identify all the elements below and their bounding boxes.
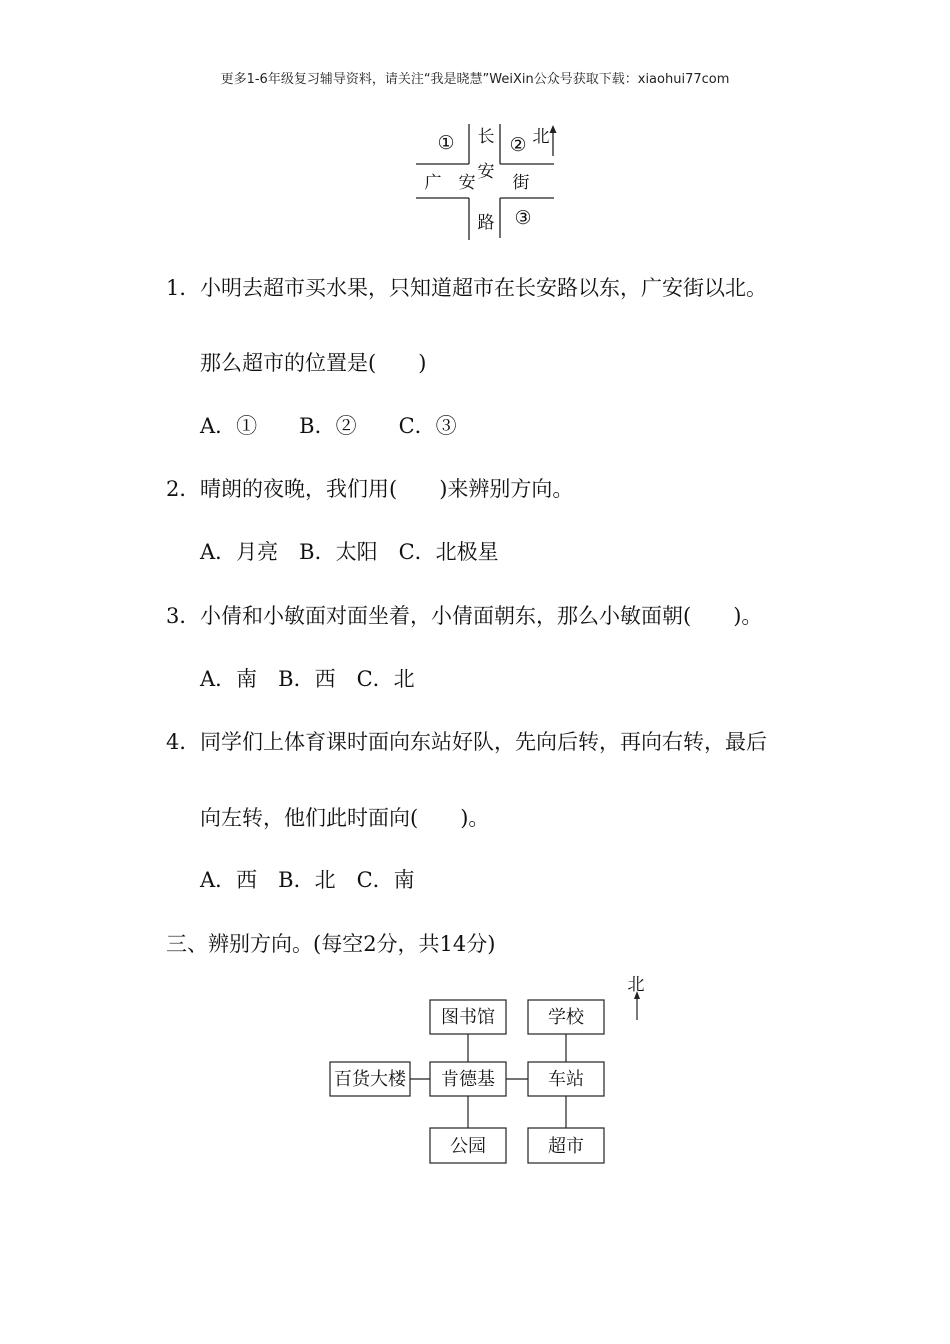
question-1-options: A．① B．② C．③: [200, 414, 457, 438]
road-char-an-vertical: 安: [477, 162, 495, 182]
road-char-guang: 广: [424, 173, 442, 193]
question-4-text: 同学们上体育课时面向东站好队，先向后转，再向右转，最后: [200, 730, 767, 754]
region-2-label: ②: [509, 134, 527, 156]
question-4-text-continued: 向左转，他们此时面向( )。: [200, 806, 490, 830]
department-store-label: 百货大楼: [334, 1069, 406, 1090]
supermarket-label: 超市: [548, 1136, 584, 1157]
road-char-an-horizontal: 安: [458, 173, 476, 193]
places-map: [320, 970, 660, 1170]
north-arrow-icon: [550, 125, 557, 133]
question-1-text: 小明去超市买水果，只知道超市在长安路以东，广安街以北。: [200, 276, 767, 300]
question-1-number: 1．: [166, 276, 201, 300]
crossroad-map: [410, 118, 570, 246]
station-label: 车站: [548, 1069, 584, 1090]
question-3-text: 小倩和小敏面对面坐着，小倩面朝东，那么小敏面朝( )。: [200, 604, 763, 628]
question-2: [166, 473, 573, 503]
park-label: 公园: [450, 1136, 486, 1157]
region-3-label: ③: [514, 207, 532, 229]
question-3: [166, 600, 762, 630]
region-1-label: ①: [437, 132, 455, 154]
library-label: 图书馆: [441, 1007, 495, 1028]
question-1: [166, 272, 767, 302]
north-label: 北: [627, 975, 645, 995]
north-label: 北: [532, 127, 550, 147]
question-3-options: A．南 B．西 C．北: [200, 667, 415, 691]
question-4: [166, 726, 767, 756]
road-char-jie: 街: [512, 173, 530, 193]
kfc-label: 肯德基: [441, 1069, 495, 1090]
header-promo-text: 更多1-6年级复习辅导资料，请关注“我是晓慧”WeiXin公众号获取下载：xiaohui77com: [220, 72, 730, 87]
school-label: 学校: [548, 1007, 584, 1028]
question-2-options: A．月亮 B．太阳 C．北极星: [200, 540, 499, 564]
section-3-title: 三、辨别方向。(每空2分，共14分): [166, 932, 496, 956]
question-1-text-continued: 那么超市的位置是( ): [200, 351, 427, 375]
question-2-number: 2．: [166, 477, 201, 501]
question-2-text: 晴朗的夜晚，我们用( )来辨别方向。: [200, 477, 574, 501]
question-4-number: 4．: [166, 730, 201, 754]
road-char-lu: 路: [477, 213, 495, 233]
question-4-options: A．西 B．北 C．南: [200, 868, 415, 892]
road-char-chang: 长: [477, 127, 495, 147]
question-3-number: 3．: [166, 604, 201, 628]
